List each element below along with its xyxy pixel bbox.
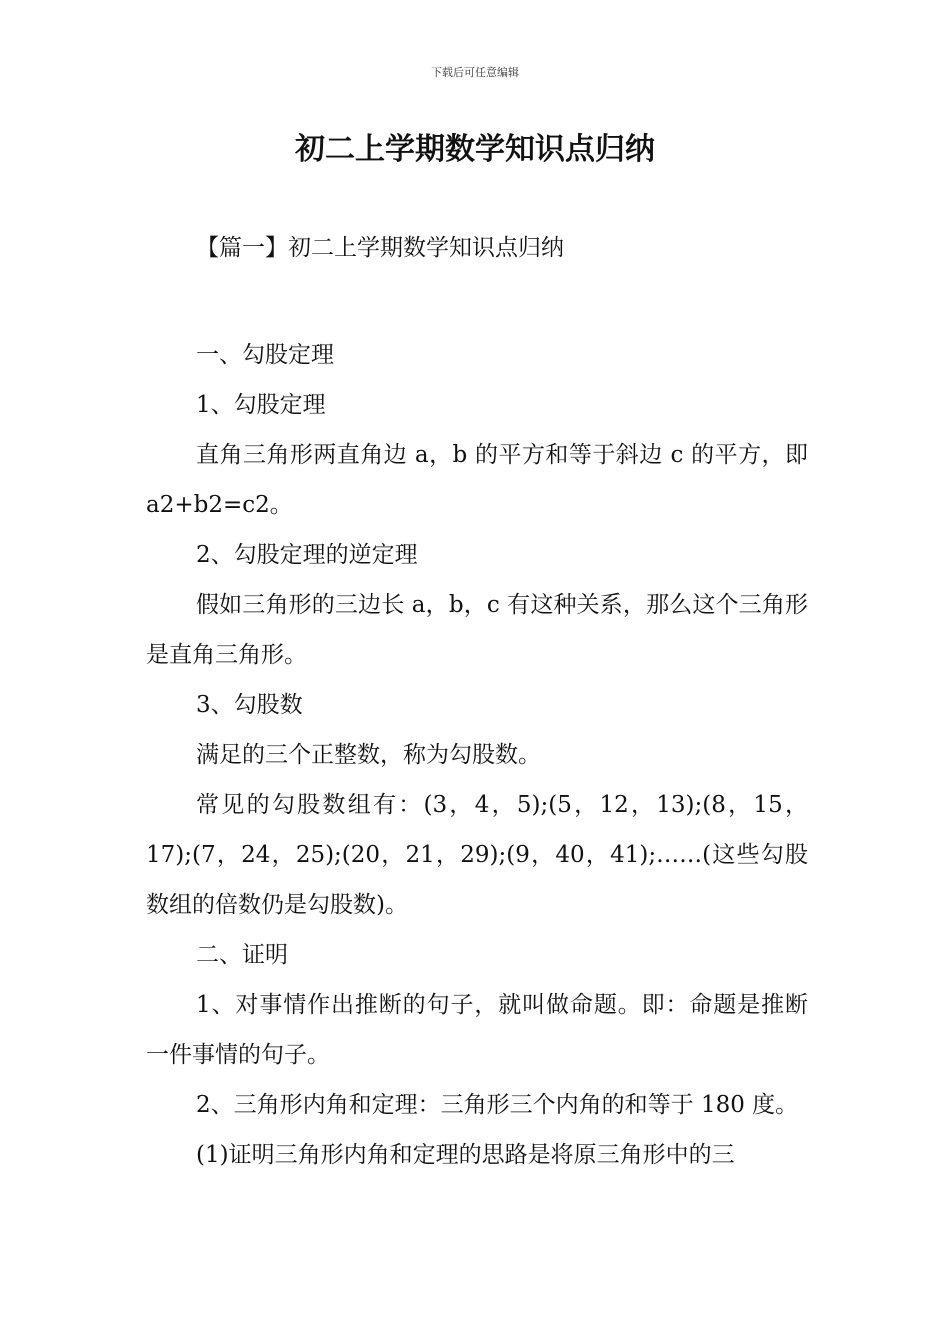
paragraph-angle-sum-theorem: 2、三角形内角和定理：三角形三个内角的和等于 180 度。	[196, 1092, 799, 1118]
paragraph-converse-statement: 假如三角形的三边长 a，b，c 有这种关系，那么这个三角形是直角三角形。	[146, 592, 808, 668]
subheading-pythagorean-theorem: 1、勾股定理	[196, 392, 326, 418]
paragraph-proof-approach: (1)证明三角形内角和定理的思路是将原三角形中的三	[196, 1142, 735, 1168]
paragraph-proposition: 1、对事情作出推断的句子，就叫做命题。即：命题是推断一件事情的句子。	[146, 992, 808, 1068]
subheading-converse-theorem: 2、勾股定理的逆定理	[196, 542, 418, 568]
subheading-pythagorean-triples: 3、勾股数	[196, 692, 303, 718]
paragraph-common-triples: 常见的勾股数组有：(3，4，5);(5，12，13);(8，15，17);(7，24，25);(20，21，29);(9，40，41);……(这些勾股数组的倍数仍是勾股数)。	[146, 792, 808, 918]
document-body	[146, 330, 808, 1180]
section-title: 【篇一】初二上学期数学知识点归纳	[196, 235, 564, 261]
document-title: 初二上学期数学知识点归纳	[295, 132, 655, 167]
heading-proof: 二、证明	[196, 942, 288, 968]
paragraph-theorem-statement: 直角三角形两直角边 a，b 的平方和等于斜边 c 的平方，即 a2+b2=c2。	[146, 442, 808, 518]
page-header-note: 下载后可任意编辑	[431, 66, 519, 79]
paragraph-triples-definition: 满足的三个正整数，称为勾股数。	[196, 742, 541, 768]
heading-pythagorean-theorem: 一、勾股定理	[196, 342, 334, 368]
